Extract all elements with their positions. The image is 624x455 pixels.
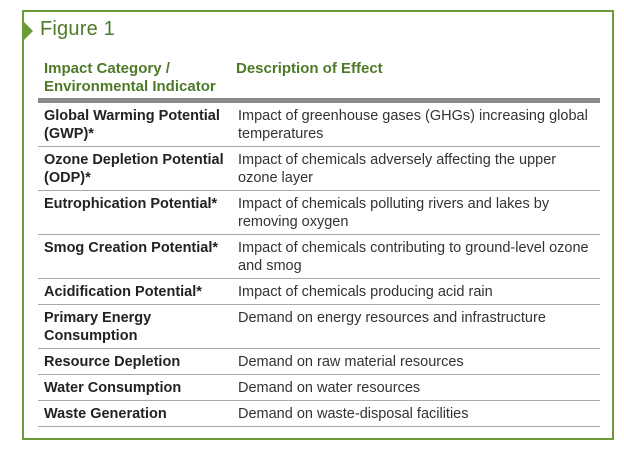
figure-arrow-icon xyxy=(22,20,33,42)
table-row xyxy=(38,147,600,191)
table-row xyxy=(38,349,600,375)
category-cell: Smog Creation Potential* xyxy=(44,240,219,256)
description-cell: Demand on waste-disposal facilities xyxy=(238,406,469,422)
description-cell: Demand on raw material resources xyxy=(238,354,464,370)
description-cell: Demand on energy resources and infrastructure xyxy=(238,310,546,326)
table-row xyxy=(38,191,600,235)
table-row xyxy=(38,103,600,147)
description-cell: Impact of greenhouse gases (GHGs) increasing global temperatures xyxy=(238,108,588,142)
category-cell: Eutrophication Potential* xyxy=(44,196,218,212)
table-body xyxy=(38,103,600,427)
category-cell: Waste Generation xyxy=(44,406,167,422)
table-row xyxy=(38,305,600,349)
description-cell: Impact of chemicals polluting rivers and lakes by removing oxygen xyxy=(238,196,550,230)
figure-title: Figure 1 xyxy=(40,18,115,40)
figure-frame xyxy=(22,10,614,440)
category-cell: Global Warming Potential (GWP)* xyxy=(44,108,220,142)
category-cell: Ozone Depletion Potential (ODP)* xyxy=(44,152,224,186)
description-cell: Impact of chemicals adversely affecting the upper ozone layer xyxy=(238,152,557,186)
category-cell: Resource Depletion xyxy=(44,354,181,370)
description-cell: Impact of chemicals producing acid rain xyxy=(238,284,493,300)
column-header-description: Description of Effect xyxy=(236,60,383,77)
column-header-category: Impact Category / Environmental Indicator xyxy=(44,60,216,95)
description-cell: Demand on water resources xyxy=(238,380,421,396)
table-row xyxy=(38,375,600,401)
category-cell: Acidification Potential* xyxy=(44,284,202,300)
category-cell: Water Consumption xyxy=(44,380,182,396)
category-cell: Primary Energy Consumption xyxy=(44,310,152,344)
table-row xyxy=(38,401,600,427)
description-cell: Impact of chemicals contributing to ground-level ozone and smog xyxy=(238,240,589,274)
table-row xyxy=(38,279,600,305)
table-row xyxy=(38,235,600,279)
